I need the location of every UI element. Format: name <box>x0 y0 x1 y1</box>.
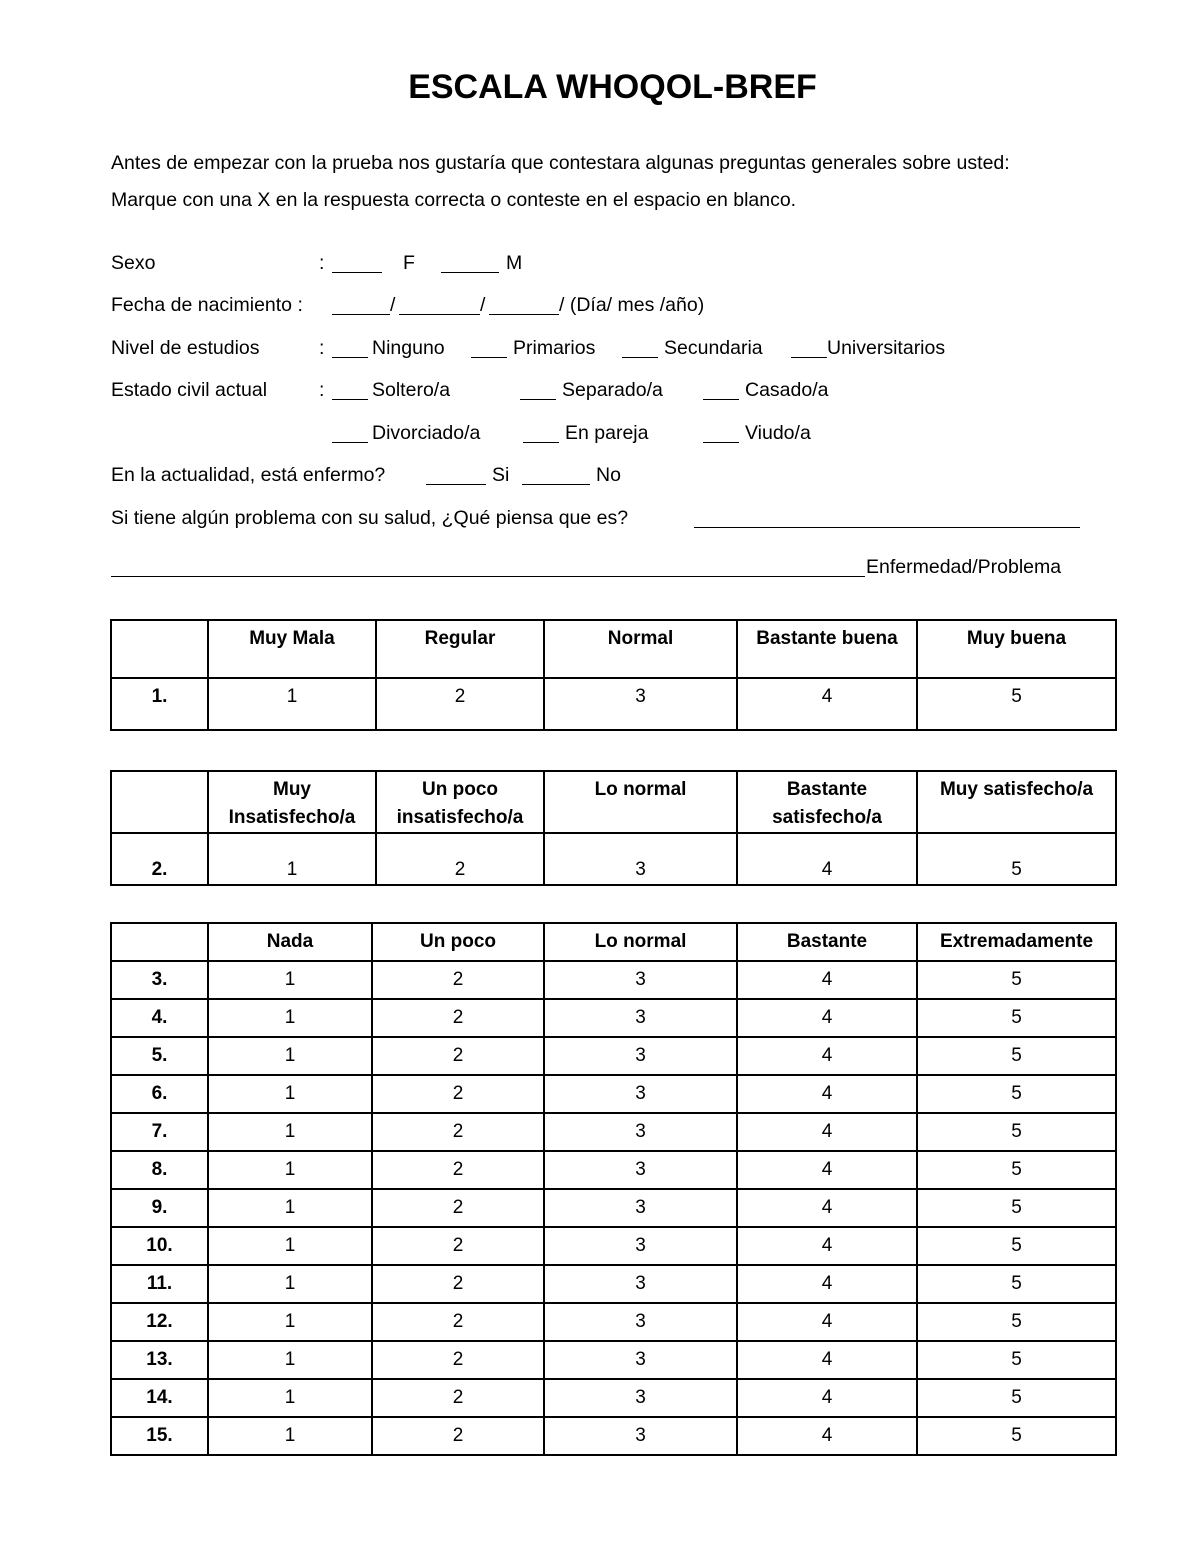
option-cell[interactable]: 5 <box>917 833 1116 885</box>
problema-label: Si tiene algún problema con su salud, ¿Qué piensa que es? <box>111 507 629 529</box>
enfermo-label: En la actualidad, está enfermo? <box>111 464 386 486</box>
problema-suffix: Enfermedad/Problema <box>866 556 1062 578</box>
estado-label: Estado civil actual <box>111 379 268 401</box>
option-cell[interactable]: 5 <box>917 1075 1116 1113</box>
header-cell: Muy Insatisfecho/a <box>208 771 376 833</box>
table-header-row <box>111 771 1116 833</box>
option-cell[interactable]: 1 <box>208 1075 372 1113</box>
sexo-label: Sexo <box>111 252 156 274</box>
question-number: 7. <box>111 1113 208 1151</box>
option-cell[interactable]: 2 <box>372 1189 544 1227</box>
option-cell[interactable]: 5 <box>917 1151 1116 1189</box>
option-cell[interactable]: 2 <box>372 1379 544 1417</box>
estado-option-casado: Casado/a <box>745 379 829 401</box>
option-cell[interactable]: 1 <box>208 1265 372 1303</box>
option-cell[interactable]: 2 <box>372 1037 544 1075</box>
option-cell[interactable]: 1 <box>208 1379 372 1417</box>
header-cell: Muy buena <box>917 620 1116 678</box>
option-cell[interactable]: 1 <box>208 1341 372 1379</box>
option-cell[interactable]: 4 <box>737 1265 917 1303</box>
option-cell[interactable]: 4 <box>737 1379 917 1417</box>
question-number: 14. <box>111 1379 208 1417</box>
nivel-option-ninguno: Ninguno <box>372 337 445 359</box>
problema-blank-2[interactable] <box>111 556 865 577</box>
option-cell[interactable]: 2 <box>372 1303 544 1341</box>
option-cell[interactable]: 5 <box>917 1227 1116 1265</box>
option-cell[interactable]: 3 <box>544 678 737 730</box>
question-number: 11. <box>111 1265 208 1303</box>
sexo-colon: : <box>319 252 325 274</box>
option-cell[interactable]: 2 <box>372 1113 544 1151</box>
estado-divorciado-blank[interactable] <box>332 422 368 443</box>
estado-option-soltero: Soltero/a <box>372 379 451 401</box>
table-health-satisfaction <box>110 770 1117 886</box>
option-cell[interactable]: 3 <box>544 1227 737 1265</box>
option-cell[interactable]: 5 <box>917 1037 1116 1075</box>
option-cell[interactable]: 4 <box>737 1227 917 1265</box>
option-cell[interactable]: 4 <box>737 1037 917 1075</box>
question-number: 12. <box>111 1303 208 1341</box>
option-cell[interactable]: 1 <box>208 1189 372 1227</box>
header-cell: Muy Mala <box>208 620 376 678</box>
option-cell[interactable]: 2 <box>372 1227 544 1265</box>
question-number: 15. <box>111 1417 208 1455</box>
nivel-option-secundaria: Secundaria <box>664 337 763 359</box>
option-cell[interactable]: 1 <box>208 1303 372 1341</box>
option-cell[interactable]: 2 <box>372 1151 544 1189</box>
option-cell[interactable]: 4 <box>737 833 917 885</box>
sexo-m-blank[interactable] <box>441 252 499 273</box>
option-cell[interactable]: 1 <box>208 1417 372 1455</box>
table-row <box>111 1265 1116 1303</box>
option-cell[interactable]: 5 <box>917 999 1116 1037</box>
option-cell[interactable]: 5 <box>917 1265 1116 1303</box>
table-general-health <box>110 619 1117 731</box>
table-row <box>111 833 1116 885</box>
fecha-anio-blank[interactable] <box>489 294 559 315</box>
option-cell[interactable]: 5 <box>917 1341 1116 1379</box>
option-cell[interactable]: 4 <box>737 1341 917 1379</box>
table-row <box>111 1341 1116 1379</box>
question-number: 1. <box>111 678 208 730</box>
header-cell <box>111 923 208 961</box>
enfermo-no-blank[interactable] <box>522 464 590 485</box>
enfermo-si-label: Si <box>492 464 510 486</box>
header-cell <box>111 771 208 833</box>
question-number: 5. <box>111 1037 208 1075</box>
table-row <box>111 1189 1116 1227</box>
problema-row-2 <box>0 556 1200 586</box>
problema-blank-1[interactable] <box>694 507 1080 528</box>
option-cell[interactable]: 4 <box>737 1113 917 1151</box>
option-cell[interactable]: 3 <box>544 1417 737 1455</box>
header-cell: Normal <box>544 620 737 678</box>
option-cell[interactable]: 5 <box>917 1379 1116 1417</box>
option-cell[interactable]: 3 <box>544 1303 737 1341</box>
sexo-f-blank[interactable] <box>332 252 382 273</box>
header-cell: Bastante buena <box>737 620 917 678</box>
option-cell[interactable]: 4 <box>737 678 917 730</box>
intro-text-line1: Antes de empezar con la prueba nos gustaría que contestara algunas preguntas generales sobre usted: <box>111 152 1010 174</box>
table-row <box>111 1303 1116 1341</box>
option-cell[interactable]: 2 <box>372 1341 544 1379</box>
option-cell[interactable]: 3 <box>544 1113 737 1151</box>
fecha-format: / (Día/ mes /año) <box>559 294 705 316</box>
nivel-universitarios-blank[interactable] <box>791 337 827 358</box>
option-cell[interactable]: 3 <box>544 1379 737 1417</box>
header-cell: Un poco <box>372 923 544 961</box>
header-cell: Lo normal <box>544 923 737 961</box>
option-cell[interactable]: 5 <box>917 678 1116 730</box>
header-cell: Regular <box>376 620 544 678</box>
nivel-label: Nivel de estudios <box>111 337 260 359</box>
fecha-slash-1: / <box>390 294 396 316</box>
estado-option-divorciado: Divorciado/a <box>372 422 481 444</box>
estado-colon: : <box>319 379 325 401</box>
question-number: 9. <box>111 1189 208 1227</box>
fecha-slash-2: / <box>480 294 486 316</box>
fecha-dia-blank[interactable] <box>332 294 390 315</box>
enfermo-row <box>0 464 1200 494</box>
estado-viudo-blank[interactable] <box>703 422 739 443</box>
header-cell <box>111 620 208 678</box>
question-number: 10. <box>111 1227 208 1265</box>
header-cell: Un poco insatisfecho/a <box>376 771 544 833</box>
table-row <box>111 961 1116 999</box>
option-cell[interactable]: 3 <box>544 961 737 999</box>
header-cell: Bastante <box>737 923 917 961</box>
option-cell[interactable]: 2 <box>372 961 544 999</box>
table-row <box>111 1075 1116 1113</box>
sexo-f-label: F <box>403 252 415 274</box>
option-cell[interactable]: 4 <box>737 1075 917 1113</box>
question-number: 3. <box>111 961 208 999</box>
option-cell[interactable]: 1 <box>208 1151 372 1189</box>
option-cell[interactable]: 1 <box>208 1037 372 1075</box>
question-number: 13. <box>111 1341 208 1379</box>
estado-row-2 <box>0 422 1200 452</box>
nivel-option-primarios: Primarios <box>513 337 596 359</box>
header-cell: Nada <box>208 923 372 961</box>
estado-soltero-blank[interactable] <box>332 379 368 400</box>
option-cell[interactable]: 3 <box>544 1151 737 1189</box>
option-cell[interactable]: 1 <box>208 1113 372 1151</box>
table-row <box>111 1113 1116 1151</box>
option-cell[interactable]: 1 <box>208 833 376 885</box>
sexo-row <box>0 252 1200 282</box>
nivel-secundaria-blank[interactable] <box>622 337 658 358</box>
option-cell[interactable]: 4 <box>737 1303 917 1341</box>
option-cell[interactable]: 2 <box>372 999 544 1037</box>
estado-option-separado: Separado/a <box>562 379 663 401</box>
option-cell[interactable]: 1 <box>208 999 372 1037</box>
option-cell[interactable]: 4 <box>737 961 917 999</box>
option-cell[interactable]: 1 <box>208 1227 372 1265</box>
option-cell[interactable]: 5 <box>917 1113 1116 1151</box>
option-cell[interactable]: 4 <box>737 999 917 1037</box>
option-cell[interactable]: 5 <box>917 1417 1116 1455</box>
option-cell[interactable]: 2 <box>372 1417 544 1455</box>
table-row <box>111 678 1116 730</box>
option-cell[interactable]: 2 <box>372 1265 544 1303</box>
nivel-primarios-blank[interactable] <box>471 337 507 358</box>
option-cell[interactable]: 2 <box>376 833 544 885</box>
table-header-row <box>111 923 1116 961</box>
option-cell[interactable]: 3 <box>544 1341 737 1379</box>
question-number: 4. <box>111 999 208 1037</box>
option-cell[interactable]: 3 <box>544 833 737 885</box>
option-cell[interactable]: 3 <box>544 1265 737 1303</box>
option-cell[interactable]: 1 <box>208 961 372 999</box>
option-cell[interactable]: 3 <box>544 999 737 1037</box>
page-title: ESCALA WHOQOL-BREF <box>408 68 817 106</box>
fecha-label: Fecha de nacimiento : <box>111 294 303 316</box>
header-cell: Bastante satisfecho/a <box>737 771 917 833</box>
estado-row-1 <box>0 379 1200 409</box>
option-cell[interactable]: 5 <box>917 961 1116 999</box>
nivel-ninguno-blank[interactable] <box>332 337 368 358</box>
fecha-row <box>0 294 1200 324</box>
option-cell[interactable]: 4 <box>737 1417 917 1455</box>
intro-text-line2: Marque con una X en la respuesta correcta o conteste en el espacio en blanco. <box>111 189 797 211</box>
nivel-row <box>0 337 1200 367</box>
option-cell[interactable]: 2 <box>376 678 544 730</box>
enfermo-si-blank[interactable] <box>426 464 486 485</box>
estado-separado-blank[interactable] <box>520 379 556 400</box>
option-cell[interactable]: 4 <box>737 1151 917 1189</box>
table-items-3-15 <box>110 922 1117 1456</box>
option-cell[interactable]: 4 <box>737 1189 917 1227</box>
option-cell[interactable]: 5 <box>917 1303 1116 1341</box>
question-number: 8. <box>111 1151 208 1189</box>
table-row <box>111 1151 1116 1189</box>
question-number: 6. <box>111 1075 208 1113</box>
header-cell: Extremadamente <box>917 923 1116 961</box>
option-cell[interactable]: 2 <box>372 1075 544 1113</box>
header-cell: Muy satisfecho/a <box>917 771 1116 833</box>
sexo-m-label: M <box>506 252 523 274</box>
table-row <box>111 999 1116 1037</box>
table-body <box>111 923 1116 1455</box>
estado-option-viudo: Viudo/a <box>745 422 811 444</box>
estado-pareja-blank[interactable] <box>523 422 559 443</box>
table-header-row <box>111 620 1116 678</box>
table-row <box>111 1379 1116 1417</box>
option-cell[interactable]: 3 <box>544 1075 737 1113</box>
option-cell[interactable]: 1 <box>208 678 376 730</box>
option-cell[interactable]: 5 <box>917 1189 1116 1227</box>
table-row <box>111 1037 1116 1075</box>
question-number: 2. <box>111 833 208 885</box>
table-row <box>111 1417 1116 1455</box>
enfermo-no-label: No <box>596 464 621 486</box>
option-cell[interactable]: 3 <box>544 1037 737 1075</box>
fecha-mes-blank[interactable] <box>399 294 480 315</box>
estado-option-pareja: En pareja <box>565 422 649 444</box>
table-row <box>111 1227 1116 1265</box>
estado-casado-blank[interactable] <box>703 379 739 400</box>
problema-row <box>0 507 1200 537</box>
option-cell[interactable]: 3 <box>544 1189 737 1227</box>
nivel-option-universitarios: Universitarios <box>827 337 946 359</box>
nivel-colon: : <box>319 337 325 359</box>
header-cell: Lo normal <box>544 771 737 833</box>
